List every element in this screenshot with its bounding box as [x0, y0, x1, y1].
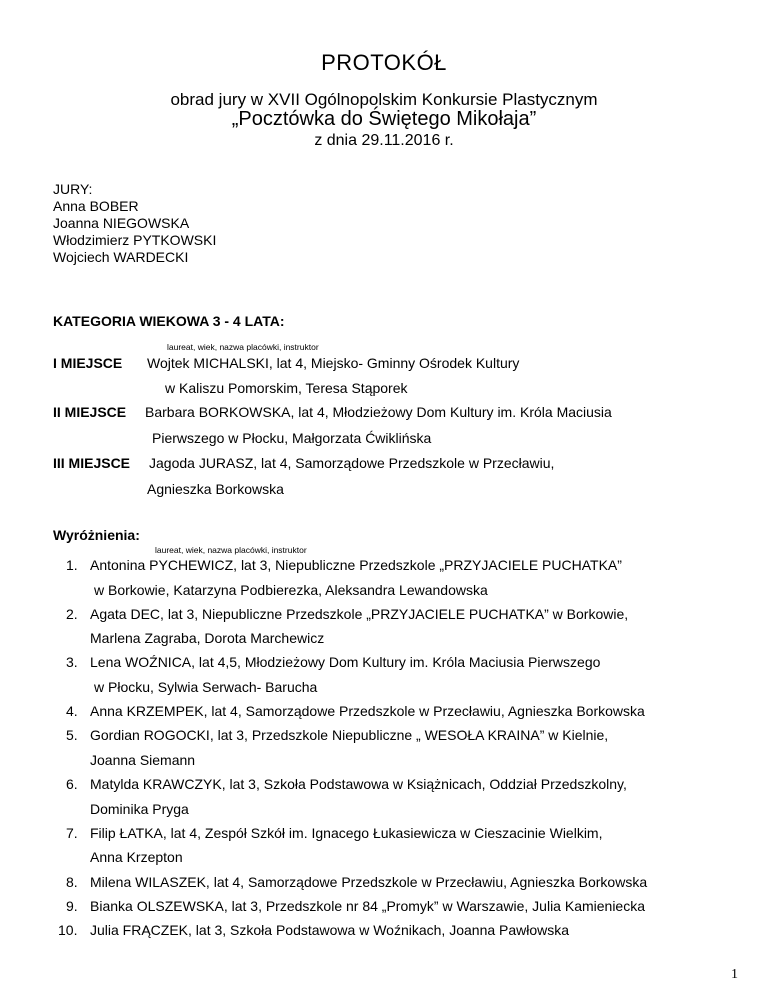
- place-entry-line: w Kaliszu Pomorskim, Teresa Stąporek: [165, 380, 408, 396]
- jury-member: Joanna NIEGOWSKA: [53, 215, 190, 231]
- honor-entry-line: Bianka OLSZEWSKA, lat 3, Przedszkole nr 84 „Promyk” w Warszawie, Julia Kamieniecka: [90, 898, 646, 914]
- jury-member: Anna BOBER: [53, 198, 139, 214]
- place-label: III MIEJSCE: [53, 455, 131, 471]
- honor-number: 10.: [58, 922, 78, 938]
- honor-entry-line: w Płocku, Sylwia Serwach- Barucha: [94, 679, 318, 695]
- honor-number: 9.: [66, 898, 78, 914]
- honor-entry-line: Dominika Pryga: [90, 801, 189, 817]
- honor-entry-line: Milena WILASZEK, lat 4, Samorządowe Przedszkole w Przecławiu, Agnieszka Borkowska: [90, 874, 648, 890]
- page-number: 1: [731, 967, 738, 982]
- page-title: PROTOKÓŁ: [321, 50, 447, 75]
- honor-entry-line: Marlena Zagraba, Dorota Marchewicz: [90, 630, 325, 646]
- honor-number: 8.: [66, 874, 78, 890]
- honors-legend: laureat, wiek, nazwa placówki, instruktor: [155, 545, 307, 555]
- place-entry-line: Jagoda JURASZ, lat 4, Samorządowe Przedszkole w Przecławiu,: [149, 455, 555, 471]
- contest-name: „Pocztówka do Świętego Mikołaja”: [231, 108, 537, 130]
- honor-number: 4.: [66, 703, 78, 719]
- category-legend: laureat, wiek, nazwa placówki, instruktor: [167, 342, 319, 352]
- honor-number: 6.: [66, 776, 78, 792]
- honor-entry-line: Agata DEC, lat 3, Niepubliczne Przedszkole „PRZYJACIELE PUCHATKA” w Borkowie,: [90, 606, 629, 622]
- honor-entry-line: Anna Krzepton: [90, 849, 183, 865]
- honor-number: 7.: [66, 825, 78, 841]
- place-entry-line: Agnieszka Borkowska: [147, 481, 284, 497]
- honor-entry-line: Julia FRĄCZEK, lat 3, Szkoła Podstawowa w Woźnikach, Joanna Pawłowska: [90, 922, 570, 938]
- jury-member: Wojciech WARDECKI: [53, 249, 189, 265]
- honor-entry-line: w Borkowie, Katarzyna Podbierezka, Aleksandra Lewandowska: [94, 582, 488, 598]
- jury-member: Włodzimierz PYTKOWSKI: [53, 232, 217, 248]
- jury-label: JURY:: [53, 181, 93, 197]
- honors-title: Wyróżnienia:: [53, 527, 140, 543]
- honor-number: 1.: [66, 557, 78, 573]
- honor-entry-line: Lena WOŹNICA, lat 4,5, Młodzieżowy Dom Kultury im. Króla Maciusia Pierwszego: [90, 654, 601, 670]
- protocol-date: z dnia 29.11.2016 r.: [314, 132, 454, 149]
- place-entry-line: Barbara BORKOWSKA, lat 4, Młodzieżowy Dom Kultury im. Króla Maciusia: [145, 404, 612, 420]
- honor-entry-line: Joanna Siemann: [90, 752, 196, 768]
- honor-number: 2.: [66, 606, 78, 622]
- place-entry-line: Pierwszego w Płocku, Małgorzata Ćwiklińska: [152, 430, 432, 446]
- place-entry-line: Wojtek MICHALSKI, lat 4, Miejsko- Gminny Ośrodek Kultury: [147, 355, 520, 371]
- honor-entry-line: Antonina PYCHEWICZ, lat 3, Niepubliczne Przedszkole „PRZYJACIELE PUCHATKA”: [90, 557, 622, 573]
- place-label: II MIEJSCE: [53, 404, 127, 420]
- honor-entry-line: Matylda KRAWCZYK, lat 3, Szkoła Podstawowa w Książnicach, Oddział Przedszkolny,: [90, 776, 627, 792]
- honor-entry-line: Gordian ROGOCKI, lat 3, Przedszkole Niepubliczne „ WESOŁA KRAINA” w Kielnie,: [90, 727, 609, 743]
- honor-number: 5.: [66, 727, 78, 743]
- place-label: I MIEJSCE: [53, 355, 123, 371]
- honor-number: 3.: [66, 654, 78, 670]
- category-title: KATEGORIA WIEKOWA 3 - 4 LATA:: [53, 313, 285, 329]
- subtitle-line-1: obrad jury w XVII Ogólnopolskim Konkursie Plastycznym: [170, 90, 598, 109]
- honor-entry-line: Anna KRZEMPEK, lat 4, Samorządowe Przedszkole w Przecławiu, Agnieszka Borkowska: [90, 703, 645, 719]
- honor-entry-line: Filip ŁATKA, lat 4, Zespół Szkół im. Ignacego Łukasiewicza w Cieszacinie Wielkim,: [90, 825, 603, 841]
